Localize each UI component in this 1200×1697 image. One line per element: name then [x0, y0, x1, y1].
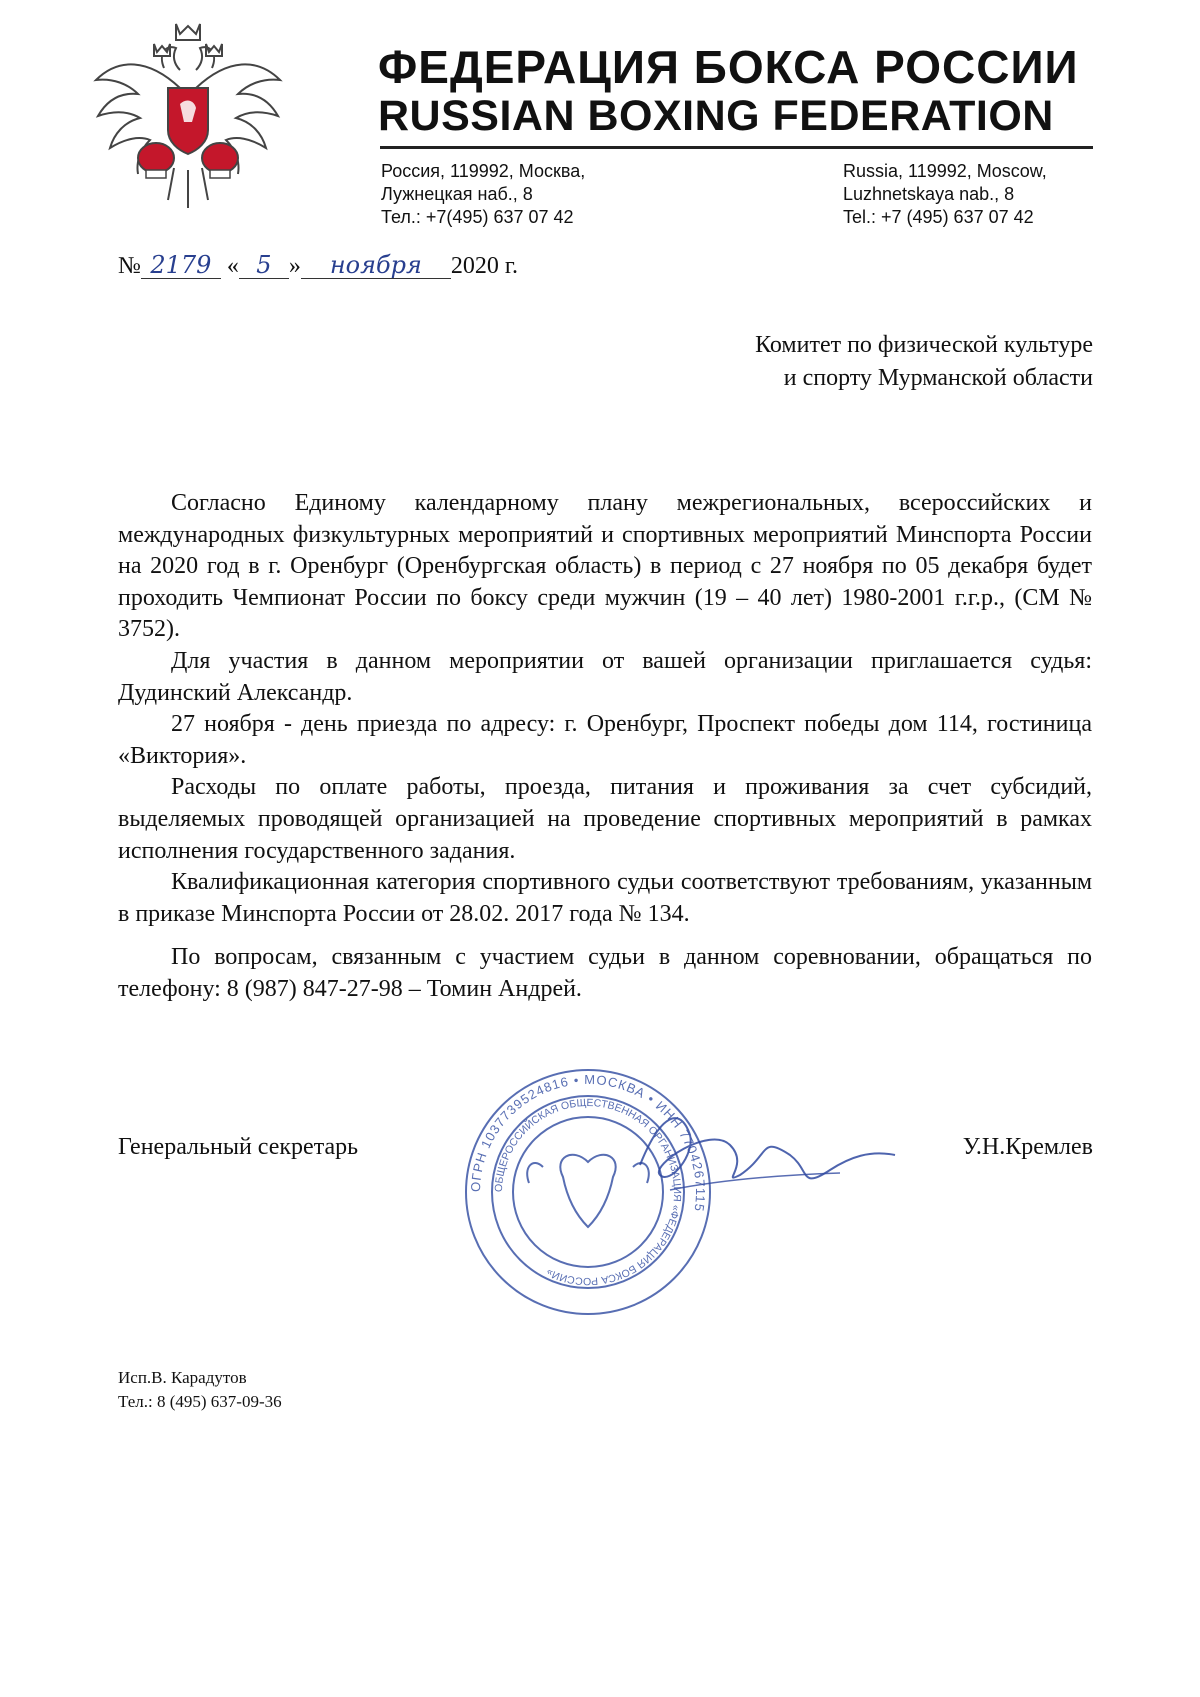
org-name-ru: ФЕДЕРАЦИЯ БОКСА РОССИИ	[378, 41, 1079, 93]
signatory-position: Генеральный секретарь	[118, 1134, 359, 1160]
letter-reference	[118, 252, 518, 280]
executor-block	[118, 1366, 282, 1414]
address-ru-line: Россия, 119992, Москва,	[381, 161, 586, 181]
stamp-inner-text: ОБЩЕРОССИЙСКАЯ ОБЩЕСТВЕННАЯ ОРГАНИЗАЦИЯ «ФЕДЕРАЦИЯ БОКСА РОССИИ»	[492, 1096, 684, 1288]
address-en-line: Luzhnetskaya nab., 8	[843, 184, 1015, 204]
address-en-line: Tel.: +7 (495) 637 07 42	[843, 207, 1034, 227]
executor-name: Исп.В. Карадутов	[118, 1368, 247, 1387]
recipient-line: и спорту Мурманской области	[783, 365, 1093, 391]
executor-phone: Тел.: 8 (495) 637-09-36	[118, 1392, 282, 1411]
quote-close: »	[288, 253, 301, 279]
header-divider	[380, 146, 1093, 149]
address-ru-line: Лужнецкая наб., 8	[381, 184, 533, 204]
handwritten-signature	[600, 1095, 900, 1215]
number-prefix: №	[118, 253, 141, 279]
quote-open: «	[226, 253, 239, 279]
address-en-line: Russia, 119992, Moscow,	[843, 161, 1047, 181]
body-paragraph: Согласно Единому календарному плану межрегиональных, всероссийских и международных физкультурных мероприятий и спортивных мероприятий Минспорта России на 2020 год в г. Оренбург (Оренбургская область) в период с 27 ноября по 05 декабря будет проходить Чемпионат России по боксу среди мужчин (19 – 40 лет) 1980-2001 г.г.р., (СМ № 3752).	[118, 490, 1092, 643]
letter-month: ноября	[301, 252, 451, 279]
stamp-outer-text: ОГРН 1037739524816 • МОСКВА • ИНН 7704267115	[467, 1071, 709, 1214]
body-paragraph: По вопросам, связанным с участием судьи в данном соревновании, обращаться по телефону: 8 (987) 847-27-98 – Томин Андрей.	[118, 944, 1092, 1002]
double-headed-eagle-emblem	[88, 18, 288, 218]
body-paragraph: Квалификационная категория спортивного судьи соответствуют требованиям, указанным в приказе Минспорта России от 28.02. 2017 года № 134.	[118, 869, 1092, 927]
letter-number: 2179	[141, 252, 221, 279]
letter-year: 2020 г.	[450, 253, 519, 279]
signatory-name: У.Н.Кремлев	[962, 1134, 1093, 1160]
address-ru	[381, 160, 585, 229]
body-paragraph: Расходы по оплате работы, проезда, питания и проживания за счет субсидий, выделяемых проводящей организацией на проведение спортивных мероприятий в рамках исполнения государственного задания.	[118, 774, 1092, 864]
org-name-en: RUSSIAN BOXING FEDERATION	[378, 92, 1054, 140]
body-paragraph: Для участия в данном мероприятии от вашей организации приглашается судья: Дудинский Александр.	[118, 647, 1092, 706]
address-ru-line: Тел.: +7(495) 637 07 42	[381, 207, 574, 227]
letter-body	[118, 488, 1092, 1006]
recipient-line: Комитет по физической культуре	[755, 332, 1093, 358]
address-en	[843, 160, 1047, 229]
letter-day: 5	[239, 252, 289, 279]
body-paragraph: 27 ноября - день приезда по адресу: г. Оренбург, Проспект победы дом 114, гостиница «Виктория».	[118, 711, 1092, 769]
recipient-block	[755, 329, 1093, 395]
